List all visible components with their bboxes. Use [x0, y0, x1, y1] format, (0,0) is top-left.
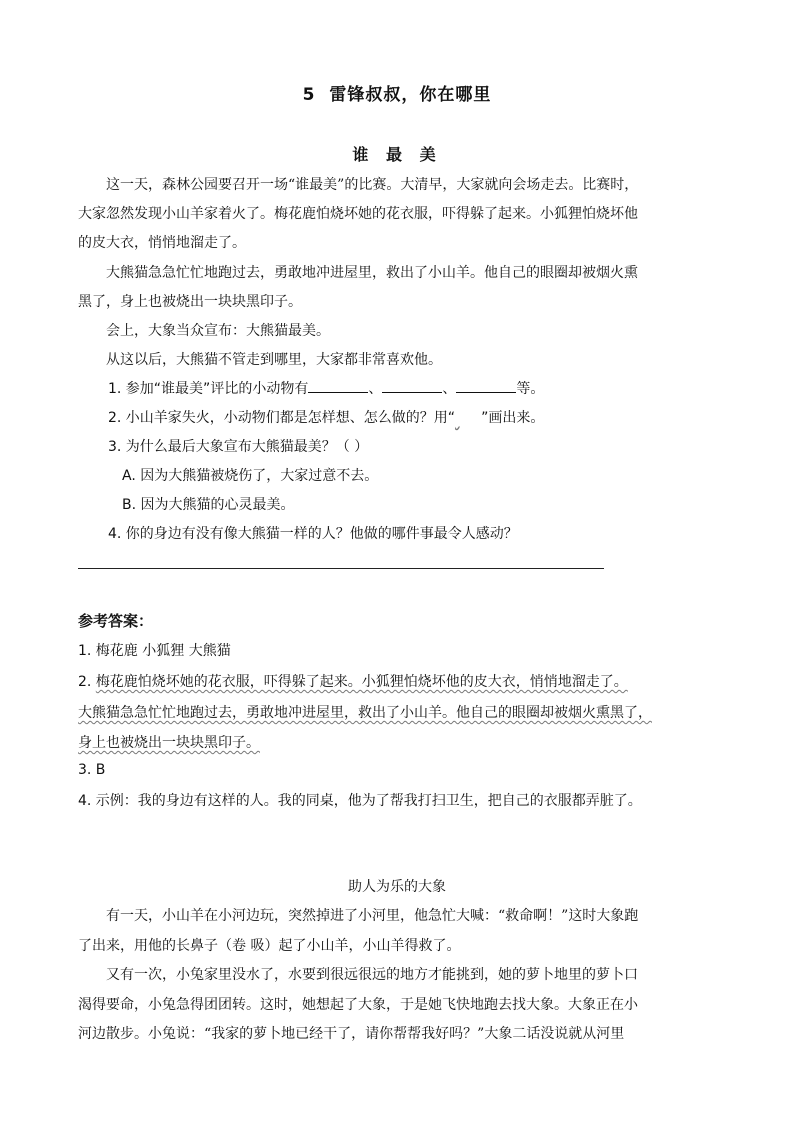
answer-3: 3. B: [78, 762, 106, 778]
lesson-title: [0, 80, 794, 105]
story-2-line: 渴得要命，小兔急得团团转。这时，她想起了大象，于是她飞快地跑去找大象。大象正在小: [78, 997, 638, 1013]
answer-2-line-1: 梅花鹿怕烧坏她的花衣服，吓得躲了起来。小狐狸怕烧坏他的皮大衣，悄悄地溜走了。: [95, 674, 628, 690]
story-2-line: 河边散步。小兔说：“我家的萝卜地已经干了，请你帮帮我好吗？”大象二话没说就从河里: [78, 1026, 625, 1042]
question-2: 2. 小山羊家失火，小动物们都是怎样想、怎么做的？用“ ”画出来。: [108, 410, 545, 426]
story-2-line: 有一天，小山羊在小河边玩，突然掉进了小河里，他急忙大喊：“救命啊！”这时大象跑: [106, 908, 639, 924]
answer-line: [78, 568, 604, 569]
question-3: 3. 为什么最后大象宣布大熊猫最美？（ ）: [108, 439, 369, 455]
answer-2-line-2: 大熊猫急急忙忙地跑过去，勇敢地冲进屋里，救出了小山羊。他自己的眼圈却被烟火熏黑了，: [78, 705, 652, 721]
answer-1: 1. 梅花鹿 小狐狸 大熊猫: [78, 643, 231, 659]
question-1: 1. 参加“谁最美”评比的小动物有 、 、 等。: [108, 378, 544, 398]
answer-blank: [456, 378, 516, 393]
question-4: 4. 你的身边有没有像大熊猫一样的人？他做的哪件事最令人感动？: [108, 526, 518, 542]
story-2-line: 了出来，用他的长鼻子（卷 吸）起了小山羊，小山羊得救了。: [78, 938, 461, 954]
story-paragraph-line: 大家忽然发现小山羊家着火了。梅花鹿怕烧坏她的花衣服，吓得躲了起来。小狐狸怕烧坏他: [78, 206, 638, 222]
lesson-number: 5: [302, 85, 316, 105]
story-2-line: 又有一次，小兔家里没水了，水要到很远很远的地方才能挑到，她的萝卜地里的萝卜口: [106, 967, 638, 983]
answer-2: 2. 梅花鹿怕烧坏她的花衣服，吓得躲了起来。小狐狸怕烧坏他的皮大衣，悄悄地溜走了。: [78, 674, 628, 690]
story-paragraph-line: 大熊猫急急忙忙地跑过去，勇敢地冲进屋里，救出了小山羊。他自己的眼圈却被烟火熏: [106, 265, 638, 281]
question-3-option-b: B. 因为大熊猫的心灵最美。: [122, 497, 295, 513]
story-paragraph-line: 这一天，森林公园要召开一场“谁最美”的比赛。大清早，大家就向会场走去。比赛时，: [106, 177, 639, 193]
wavy-line-mark: [455, 410, 481, 426]
answers-heading: 参考答案：: [78, 612, 154, 630]
story-paragraph-line: 从这以后，大熊猫不管走到哪里，大家都非常喜欢他。: [106, 352, 442, 368]
story-paragraph-line: 会上，大象当众宣布：大熊猫最美。: [106, 323, 330, 339]
answer-2-line-3: 身上也被烧出一块块黑印子。: [78, 735, 260, 751]
story-paragraph-line: 黑了，身上也被烧出一块块黑印子。: [78, 294, 302, 310]
answer-4: 4. 示例：我的身边有这样的人。我的同桌，他为了帮我打扫卫生，把自己的衣服都弄脏了。: [78, 793, 642, 809]
story-paragraph-line: 的皮大衣，悄悄地溜走了。: [78, 235, 246, 251]
answer-blank: [308, 378, 368, 393]
story-2-title: 助人为乐的大象: [348, 879, 446, 895]
lesson-title-text: 雷锋叔叔，你在哪里: [329, 85, 492, 105]
answer-blank: [382, 378, 442, 393]
story-title: 谁 最 美: [352, 145, 442, 164]
question-3-option-a: A. 因为大熊猫被烧伤了，大家过意不去。: [122, 468, 379, 484]
